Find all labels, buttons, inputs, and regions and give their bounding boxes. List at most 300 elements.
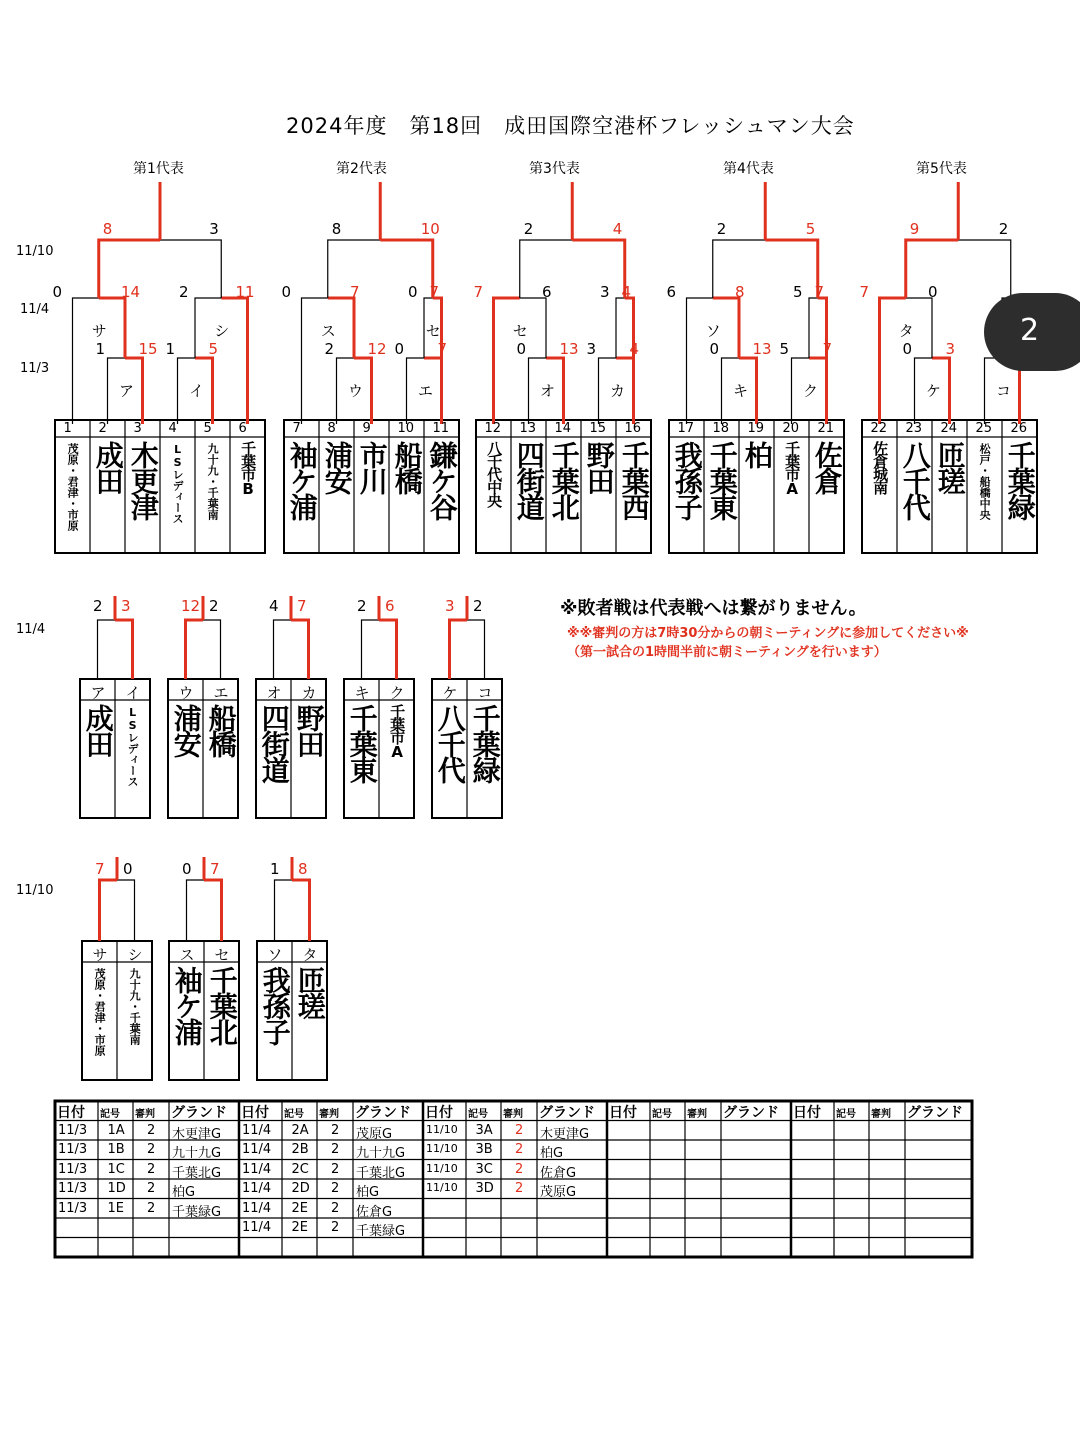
schedule-cell: 1B <box>107 1142 125 1157</box>
score: 0 <box>394 340 405 358</box>
semi-label: タ <box>898 322 914 340</box>
team-26 <box>1002 437 1037 557</box>
schedule-cell: 11/3 <box>58 1200 88 1216</box>
schedule-cell: 佐倉G <box>540 1165 577 1181</box>
team-number-18: 18 <box>712 421 730 436</box>
team-2-text: 成田 <box>91 441 125 493</box>
schedule-cell: 2 <box>147 1200 156 1216</box>
team-21 <box>809 437 844 557</box>
score: 14 <box>121 283 141 301</box>
schedule-cell: 木更津G <box>540 1126 590 1142</box>
rep-2: 第2代表 <box>336 161 387 177</box>
consolation-team-text: 匝瑳 <box>293 966 327 1018</box>
consolation-label: ク <box>389 684 405 702</box>
team-16 <box>616 437 651 557</box>
consolation-label: ス <box>179 946 195 964</box>
semi-label: ソ <box>705 322 721 340</box>
score: 1 <box>95 340 106 358</box>
score: 0 <box>52 283 63 301</box>
consolation-label: ア <box>90 684 106 702</box>
team-17-text: 我孫子 <box>670 441 704 519</box>
team-number-15: 15 <box>589 421 607 436</box>
consolation-team-text: 茂原・君津・市原 <box>93 968 107 1056</box>
consolation-line <box>186 620 204 679</box>
consolation-team <box>379 700 414 822</box>
semi-label: セ <box>425 322 441 340</box>
consolation-line <box>204 880 222 941</box>
team-9-text: 市川 <box>355 441 389 493</box>
score: 2 <box>93 597 103 615</box>
team-23-text: 八千代 <box>898 441 932 519</box>
match-label-イ: イ <box>189 382 205 400</box>
score: 0 <box>182 860 192 878</box>
consolation-team <box>467 700 502 822</box>
team-5 <box>195 437 230 559</box>
team-16-text: 千葉西 <box>617 441 651 519</box>
consolation-label: ウ <box>178 684 194 702</box>
schedule-cell: 千葉北G <box>172 1165 222 1181</box>
score: 15 <box>138 340 158 358</box>
final-line <box>380 240 433 298</box>
match-label-ウ: ウ <box>348 382 364 400</box>
team-number-4: 4 <box>168 421 177 436</box>
score: 2 <box>523 220 534 238</box>
score: 4 <box>612 220 623 238</box>
semi-line <box>221 298 247 424</box>
score: 4 <box>621 283 632 301</box>
team-19-text: 柏 <box>740 441 774 467</box>
team-7-text: 袖ケ浦 <box>285 441 319 519</box>
consolation-team <box>204 962 239 1084</box>
schedule-header: 審判 <box>135 1109 155 1120</box>
score: 3 <box>600 283 610 301</box>
schedule-cell: 3B <box>475 1142 493 1157</box>
match-label-オ: オ <box>540 382 556 400</box>
team-14 <box>546 437 581 557</box>
match-label-キ: キ <box>733 382 749 400</box>
score: 10 <box>420 220 440 238</box>
consolation-team-text: 浦安 <box>169 704 203 756</box>
team-25 <box>967 437 1002 559</box>
semi-line <box>687 298 713 424</box>
schedule-header: グランド <box>171 1105 227 1121</box>
consolation-team-text: 八千代 <box>433 704 467 782</box>
schedule-cell: 柏G <box>172 1185 196 1200</box>
consolation-team <box>256 700 291 822</box>
schedule-cell: 11/4 <box>242 1142 272 1157</box>
consolation-line <box>115 620 133 679</box>
schedule-cell: 千葉北G <box>356 1165 406 1181</box>
team-8-text: 浦安 <box>320 441 354 493</box>
schedule-cell: 11/10 <box>426 1122 458 1136</box>
team-23 <box>897 437 932 557</box>
score: 6 <box>385 597 395 615</box>
score: 0 <box>709 340 720 358</box>
schedule-cell: 2 <box>331 1200 340 1216</box>
semi-line <box>433 298 442 424</box>
schedule-cell: 1A <box>107 1122 125 1138</box>
team-number-12: 12 <box>484 421 502 436</box>
score: 2 <box>998 220 1009 238</box>
semi-line <box>625 298 634 424</box>
schedule-header: 審判 <box>871 1109 891 1120</box>
schedule-header: グランド <box>723 1105 779 1121</box>
consolation-line <box>362 620 380 679</box>
team-20 <box>774 437 809 557</box>
semi-line <box>616 298 625 358</box>
consolation-team <box>80 700 115 822</box>
schedule-header: 日付 <box>57 1105 85 1121</box>
schedule-cell: 2D <box>291 1181 310 1196</box>
schedule-cell: 3C <box>475 1161 493 1177</box>
consolation-team <box>432 700 467 822</box>
schedule-cell: 九十九G <box>172 1146 222 1161</box>
team-20-text: 千葉市A <box>783 441 802 496</box>
schedule-cell: 11/3 <box>58 1161 88 1177</box>
schedule-header: 日付 <box>241 1105 269 1121</box>
team-24 <box>932 437 967 557</box>
team-12 <box>476 437 511 557</box>
score: 3 <box>586 340 597 358</box>
semi-line <box>494 298 520 424</box>
consolation-team-text: 袖ケ浦 <box>170 966 204 1044</box>
consolation-label: オ <box>266 684 282 702</box>
schedule-header: 記号 <box>652 1109 672 1120</box>
schedule-cell: 2A <box>291 1122 309 1138</box>
consolation-team <box>344 700 379 822</box>
score: 7 <box>210 860 220 878</box>
schedule-header: グランド <box>539 1105 595 1121</box>
schedule-cell: 2 <box>515 1122 524 1138</box>
schedule-cell: 3A <box>475 1122 493 1138</box>
schedule-cell: 2 <box>331 1142 340 1157</box>
semi-label: セ <box>512 322 528 340</box>
schedule-cell: 2 <box>331 1181 340 1196</box>
schedule-cell: 2 <box>147 1142 156 1157</box>
semi-line <box>880 298 906 424</box>
team-11-text: 鎌ケ谷 <box>425 441 459 519</box>
team-14-text: 千葉北 <box>547 441 581 519</box>
score: 5 <box>779 340 790 358</box>
score: 7 <box>429 283 440 301</box>
score: 13 <box>559 340 579 358</box>
team-number-21: 21 <box>817 421 835 436</box>
score: 0 <box>408 283 418 301</box>
team-number-14: 14 <box>554 421 572 436</box>
team-number-6: 6 <box>238 421 247 436</box>
team-number-26: 26 <box>1010 421 1028 436</box>
team-18-text: 千葉東 <box>705 441 739 519</box>
score: 7 <box>822 340 833 358</box>
team-number-19: 19 <box>747 421 765 436</box>
score: 7 <box>814 283 825 301</box>
team-25-text: 松戸・船橋中央 <box>978 443 992 520</box>
team-22-text: 佐倉城南 <box>871 441 890 493</box>
score: 5 <box>208 340 219 358</box>
score: 9 <box>909 220 920 238</box>
schedule-cell: 1C <box>107 1161 125 1177</box>
team-number-2: 2 <box>98 421 107 436</box>
team-4-text: LSレディース <box>171 443 185 524</box>
team-number-9: 9 <box>362 421 371 436</box>
consolation-team-text: 成田 <box>81 704 115 756</box>
page-badge[interactable] <box>984 293 1080 371</box>
team-number-16: 16 <box>624 421 642 436</box>
team-number-8: 8 <box>327 421 336 436</box>
semi-label: ス <box>320 322 336 340</box>
date-label-1110-b: 11/10 <box>16 883 54 898</box>
consolation-line <box>187 880 205 941</box>
schedule-cell: 11/4 <box>242 1220 272 1235</box>
score: 2 <box>324 340 335 358</box>
schedule-header: グランド <box>907 1105 963 1121</box>
team-22 <box>862 437 897 557</box>
team-3 <box>125 437 160 557</box>
consolation-line <box>100 880 118 941</box>
team-12-text: 八千代中央 <box>485 441 504 506</box>
consolation-line <box>98 620 116 679</box>
match-label-エ: エ <box>418 382 434 400</box>
team-2 <box>90 437 125 557</box>
team-number-25: 25 <box>975 421 993 436</box>
page-title: 2024年度 第18回 成田国際空港杯フレッシュマン大会 <box>286 114 855 138</box>
team-3-text: 木更津 <box>126 441 160 519</box>
schedule-cell: 11/4 <box>242 1122 272 1138</box>
consolation-label: ケ <box>442 684 458 702</box>
team-10-text: 船橋 <box>390 441 424 493</box>
team-13 <box>511 437 546 557</box>
schedule-cell: 2 <box>515 1161 524 1177</box>
score: 3 <box>121 597 131 615</box>
schedule-cell: 3D <box>475 1181 494 1196</box>
match-label-ケ: ケ <box>926 382 942 400</box>
match-label-ク: ク <box>803 382 819 400</box>
score: 1 <box>165 340 176 358</box>
rep-3: 第3代表 <box>529 161 580 177</box>
score: 11 <box>235 283 255 301</box>
match-label-コ: コ <box>996 382 1012 400</box>
score: 8 <box>102 220 113 238</box>
note-consolation: ※敗者戦は代表戦へは繋がりません。 <box>560 598 867 619</box>
team-5-text: 九十九・千葉南 <box>206 443 220 520</box>
score: 2 <box>357 597 367 615</box>
consolation-label: カ <box>301 684 317 702</box>
score: 0 <box>902 340 913 358</box>
schedule-cell: 佐倉G <box>356 1204 393 1220</box>
consolation-label: キ <box>354 684 370 702</box>
consolation-team-text: 野田 <box>292 704 326 756</box>
date-label-1110: 11/10 <box>16 244 54 259</box>
schedule-cell: 2E <box>291 1200 308 1216</box>
score: 8 <box>298 860 308 878</box>
semi-label: サ <box>91 322 107 340</box>
final-line <box>572 240 625 298</box>
schedule-cell: 2 <box>515 1181 524 1196</box>
schedule-cell: 11/4 <box>242 1200 272 1216</box>
match-label-カ: カ <box>610 382 626 400</box>
score: 8 <box>735 283 745 301</box>
score: 12 <box>367 340 387 358</box>
consolation-team <box>117 962 152 1086</box>
score: 2 <box>716 220 727 238</box>
schedule-cell: 木更津G <box>172 1126 222 1142</box>
schedule-cell: 11/10 <box>426 1181 458 1194</box>
team-21-text: 佐倉 <box>810 441 844 493</box>
semi-line <box>73 298 99 424</box>
team-1 <box>55 437 90 559</box>
consolation-team-text: 船橋 <box>204 704 238 756</box>
score: 0 <box>516 340 527 358</box>
rep-5: 第5代表 <box>916 161 967 177</box>
schedule-cell: 2 <box>331 1161 340 1177</box>
final-line <box>765 240 818 298</box>
schedule-header: 日付 <box>425 1105 453 1121</box>
consolation-line <box>274 620 292 679</box>
rep-1: 第1代表 <box>133 161 184 177</box>
schedule-header: 審判 <box>687 1109 707 1120</box>
team-number-1: 1 <box>63 421 72 436</box>
consolation-team <box>291 700 326 822</box>
team-number-22: 22 <box>870 421 888 436</box>
consolation-team <box>257 962 292 1084</box>
schedule-header: 記号 <box>100 1109 120 1120</box>
schedule-cell: 2E <box>291 1220 308 1235</box>
schedule-cell: 2 <box>331 1122 340 1138</box>
team-1-text: 茂原・君津・市原 <box>66 443 80 531</box>
team-number-23: 23 <box>905 421 923 436</box>
consolation-line <box>379 620 397 679</box>
schedule-cell: 11/3 <box>58 1181 88 1196</box>
team-6-text: 千葉市B <box>239 441 258 496</box>
consolation-team <box>115 700 150 824</box>
score: 3 <box>945 340 956 358</box>
consolation-line <box>291 620 309 679</box>
score: 0 <box>928 283 938 301</box>
team-number-7: 7 <box>292 421 301 436</box>
consolation-team-text: 九十九・千葉南 <box>128 968 142 1045</box>
consolation-label: タ <box>302 946 318 964</box>
consolation-team-text: LSレディース <box>126 706 140 787</box>
consolation-line <box>292 880 310 941</box>
team-number-24: 24 <box>940 421 958 436</box>
team-24-text: 匝瑳 <box>933 441 967 493</box>
match-label-ア: ア <box>119 382 135 400</box>
consolation-team-text: 千葉緑 <box>468 704 502 782</box>
team-13-text: 四街道 <box>512 441 546 519</box>
schedule-cell: 11/10 <box>426 1142 458 1155</box>
team-number-5: 5 <box>203 421 212 436</box>
score: 2 <box>179 283 189 301</box>
schedule-header: 審判 <box>503 1109 523 1120</box>
score: 3 <box>209 220 219 238</box>
schedule-cell: 茂原G <box>356 1126 393 1142</box>
team-8 <box>319 437 354 557</box>
semi-line <box>302 298 328 424</box>
team-15-text: 野田 <box>582 441 616 493</box>
schedule-cell: 11/3 <box>58 1142 88 1157</box>
consolation-team-text: 千葉北 <box>205 966 239 1044</box>
schedule-header: 審判 <box>319 1109 339 1120</box>
schedule-header: グランド <box>355 1105 411 1121</box>
schedule-cell: 2 <box>147 1161 156 1177</box>
team-number-20: 20 <box>782 421 800 436</box>
score: 0 <box>281 283 292 301</box>
consolation-label: コ <box>477 684 493 702</box>
schedule-cell: 2C <box>291 1161 309 1177</box>
team-4 <box>160 437 195 559</box>
score: 5 <box>805 220 816 238</box>
team-26-text: 千葉緑 <box>1003 441 1037 519</box>
team-7 <box>284 437 319 557</box>
team-11 <box>424 437 459 557</box>
schedule-header: 日付 <box>609 1105 637 1121</box>
schedule-cell: 1E <box>107 1200 124 1216</box>
final-line <box>160 240 221 298</box>
score: 0 <box>123 860 133 878</box>
team-15 <box>581 437 616 557</box>
team-17 <box>669 437 704 557</box>
final-line <box>958 240 1011 298</box>
schedule-cell: 九十九G <box>356 1146 406 1161</box>
schedule-cell: 2 <box>331 1220 340 1235</box>
score: 6 <box>666 283 677 301</box>
schedule-cell: 11/10 <box>426 1161 458 1175</box>
score: 13 <box>752 340 772 358</box>
note-referee: ※※審判の方は7時30分からの朝ミーティングに参加してください※ <box>567 626 969 641</box>
schedule-header: 記号 <box>284 1109 304 1120</box>
schedule-cell: 柏G <box>540 1146 564 1161</box>
team-number-17: 17 <box>677 421 695 436</box>
score: 7 <box>95 860 105 878</box>
consolation-label: ソ <box>267 946 283 964</box>
consolation-line <box>203 620 221 679</box>
score: 7 <box>473 283 484 301</box>
schedule-cell: 2 <box>147 1181 156 1196</box>
score: 7 <box>859 283 870 301</box>
schedule-cell: 柏G <box>356 1185 380 1200</box>
score: 1 <box>270 860 280 878</box>
score: 4 <box>269 597 279 615</box>
consolation-label: シ <box>127 946 143 964</box>
consolation-team-text: 千葉市A <box>388 704 407 759</box>
schedule-cell: 11/4 <box>242 1161 272 1177</box>
score: 2 <box>473 597 483 615</box>
schedule-cell: 茂原G <box>540 1185 577 1200</box>
date-label-114-b: 11/4 <box>16 622 46 637</box>
score: 7 <box>297 597 307 615</box>
team-9 <box>354 437 389 557</box>
schedule-header: 記号 <box>836 1109 856 1120</box>
schedule-cell: 2 <box>515 1142 524 1157</box>
score: 7 <box>350 283 360 301</box>
schedule-header: 日付 <box>793 1105 821 1121</box>
consolation-line <box>117 880 135 941</box>
score: 7 <box>437 340 448 358</box>
consolation-label: サ <box>92 946 108 964</box>
schedule-cell: 2 <box>147 1122 156 1138</box>
schedule-cell: 千葉緑G <box>172 1204 222 1220</box>
score: 8 <box>331 220 342 238</box>
score: 2 <box>209 597 219 615</box>
consolation-team <box>292 962 327 1084</box>
consolation-team-text: 我孫子 <box>258 966 292 1044</box>
semi-line <box>818 298 827 424</box>
team-6 <box>230 437 265 557</box>
score: 12 <box>181 597 201 615</box>
consolation-label: イ <box>125 684 141 702</box>
consolation-label: エ <box>213 684 229 702</box>
score: 5 <box>793 283 803 301</box>
